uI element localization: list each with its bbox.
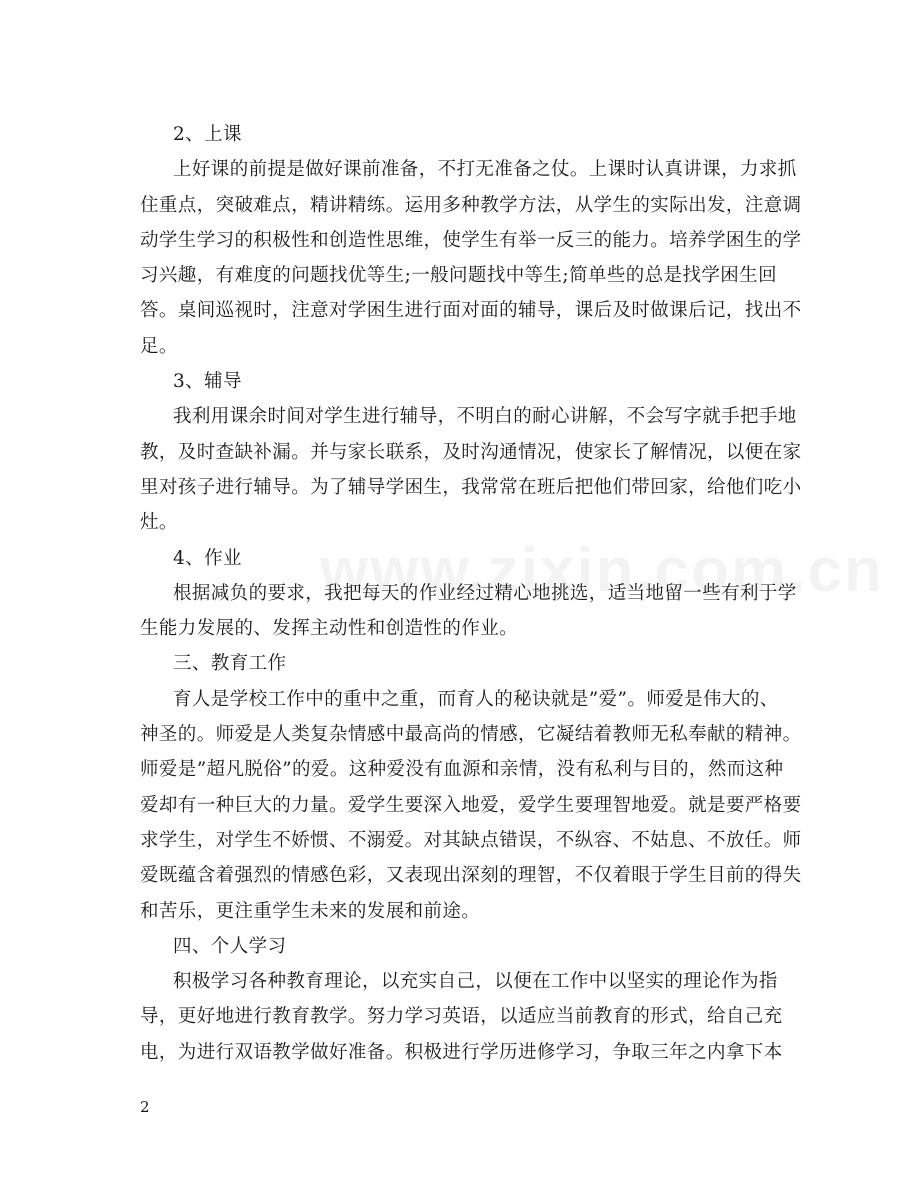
paragraph-line: 我利用课余时间对学生进行辅导，不明白的耐心讲解，不会写字就手把手地	[173, 406, 797, 428]
paragraph-line: 住重点，突破难点，精讲精练。运用多种教学方法，从学生的实际出发，注意调	[140, 194, 802, 216]
section-heading: 四、个人学习	[173, 935, 287, 957]
paragraph-line: 里对孩子进行辅导。为了辅导学困生，我常常在班后把他们带回家，给他们吃小	[140, 476, 802, 498]
paragraph-line: 教，及时查缺补漏。并与家长联系，及时沟通情况，使家长了解情况，以便在家	[140, 441, 802, 463]
paragraph-line: 师爱是”超凡脱俗”的爱。这种爱没有血源和亲情，没有私利与目的，然而这种	[140, 759, 784, 781]
paragraph-line: 爱却有一种巨大的力量。爱学生要深入地爱，爱学生要理智地爱。就是要严格要	[140, 794, 802, 816]
page-number: 2	[140, 1098, 150, 1116]
paragraph-line: 动学生学习的积极性和创造性思维，使学生有举一反三的能力。培养学困生的学	[140, 229, 802, 251]
paragraph-line: 习兴趣，有难度的问题找优等生;一般问题找中等生;简单些的总是找学困生回	[140, 265, 777, 287]
paragraph-line: 育人是学校工作中的重中之重，而育人的秘诀就是”爱”。师爱是伟大的、	[173, 688, 779, 710]
document-body	[140, 117, 802, 1070]
paragraph-line: 积极学习各种教育理论，以充实自己，以便在工作中以坚实的理论作为指	[173, 971, 778, 993]
paragraph-line: 答。桌间巡视时，注意对学困生进行面对面的辅导，课后及时做课后记，找出不	[140, 300, 802, 322]
paragraph-line: 灶。	[140, 512, 178, 534]
section-heading: 三、教育工作	[173, 653, 287, 675]
paragraph-line: 生能力发展的、发挥主动性和创造性的作业。	[140, 618, 519, 640]
section-heading: 2、上课	[173, 124, 242, 145]
paragraph-line: 电，为进行双语教学做好准备。积极进行学历进修学习，争取三年之内拿下本	[140, 1041, 783, 1063]
paragraph-line: 和苦乐，更注重学生未来的发展和前途。	[140, 900, 481, 922]
paragraph-line: 求学生，对学生不娇惯、不溺爱。对其缺点错误，不纵容、不姑息、不放任。师	[140, 829, 802, 851]
paragraph-line: 导，更好地进行教育教学。努力学习英语，以适应当前教育的形式，给自己充	[140, 1006, 783, 1028]
section-heading: 4、作业	[173, 547, 242, 569]
paragraph-line: 根据减负的要求，我把每天的作业经过精心地挑选，适当地留一些有利于学	[173, 582, 797, 604]
paragraph-line: 足。	[140, 335, 178, 357]
paragraph-line: 上好课的前提是做好课前准备，不打无准备之仗。上课时认真讲课，力求抓	[173, 159, 797, 181]
paragraph-line: 神圣的。师爱是人类复杂情感中最高尚的情感，它凝结着教师无私奉献的精神。	[140, 724, 802, 746]
section-heading: 3、辅导	[173, 371, 242, 393]
paragraph-line: 爱既蕴含着强烈的情感色彩，又表现出深刻的理智，不仅着眼于学生目前的得失	[140, 865, 802, 887]
